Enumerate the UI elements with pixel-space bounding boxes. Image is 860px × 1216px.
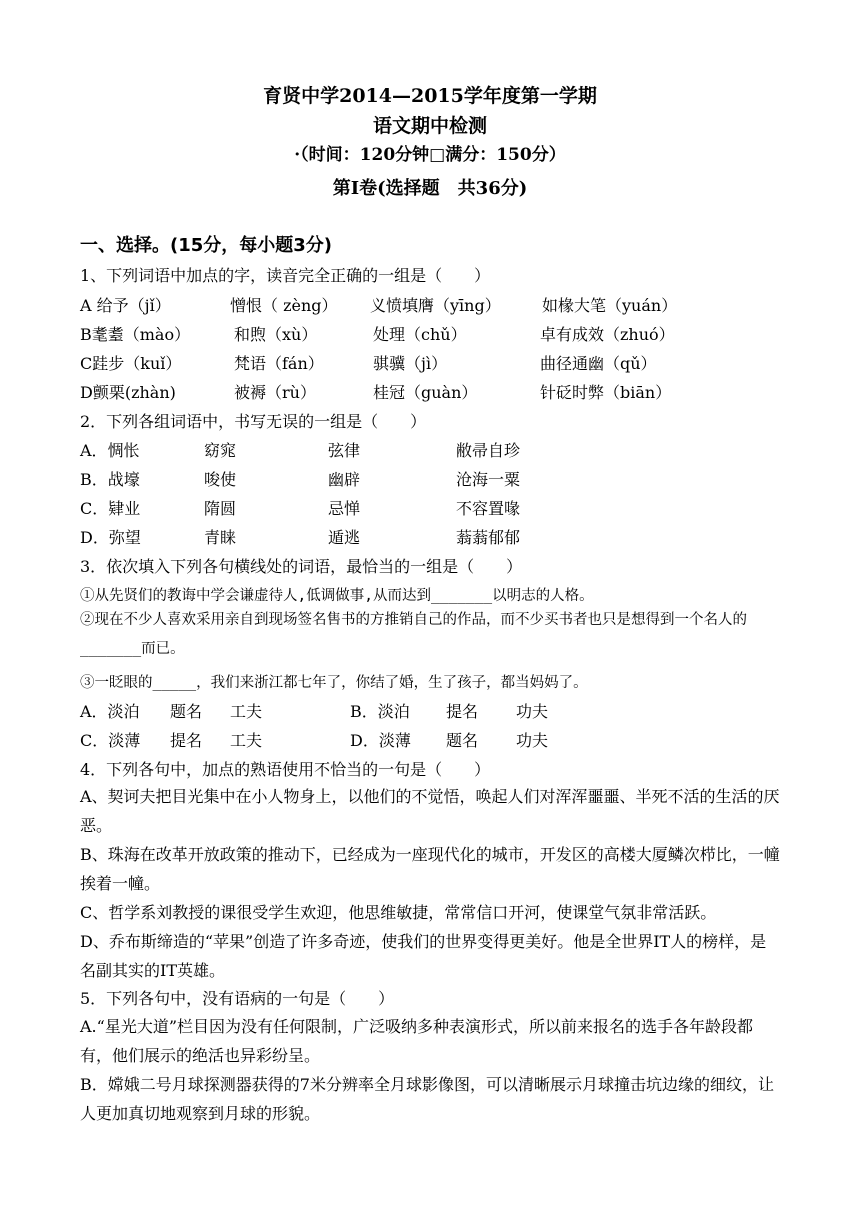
q4-option-b: B、珠海在改革开放政策的推动下，已经成为一座现代化的城市，开发区的高楼大厦鳞次栉比，一幢挨着一幢。 bbox=[80, 845, 780, 893]
q2-b-2: 唆使 bbox=[204, 470, 237, 489]
q3-a-2: 题名 bbox=[170, 702, 203, 721]
q3-c-1: C．淡薄 bbox=[80, 731, 141, 750]
q1-a-3: 义愤填膺（yīng） bbox=[370, 296, 501, 315]
q1-b-3: 处理（chǔ） bbox=[373, 325, 467, 344]
q1-d-2: 被褥（rù） bbox=[234, 383, 316, 402]
q4-stem: 4．下列各句中，加点的熟语使用不恰当的一句是（ ） bbox=[80, 760, 491, 779]
q2-c-4: 不容置喙 bbox=[456, 499, 521, 518]
q5-option-b: B．嫦娥二号月球探测器获得的7米分辨率全月球影像图，可以清晰展示月球撞击坑边缘的细纹，让人更加真切地观察到月球的形貌。 bbox=[80, 1075, 774, 1123]
q3-sentence-1: ①从先贤们的教诲中学会谦虚待人,低调做事,从而达到_______以明志的人格。 bbox=[80, 588, 594, 604]
q1-b-2: 和煦（xù） bbox=[234, 325, 318, 344]
q4-option-c: C、哲学系刘教授的课很受学生欢迎，他思维敏捷，常常信口开河，使课堂气氛非常活跃。 bbox=[80, 903, 717, 922]
q3-a-3: 工夫 bbox=[230, 702, 263, 721]
q5-stem: 5．下列各句中，没有语病的一句是（ ） bbox=[80, 989, 395, 1008]
q2-a-1: A．惆怅 bbox=[80, 441, 140, 460]
q2-b-4: 沧海一粟 bbox=[456, 470, 521, 489]
q2-b-1: B．战壕 bbox=[80, 470, 140, 489]
q3-a-1: A．淡泊 bbox=[80, 702, 140, 721]
q1-a-4: 如椽大笔（yuán） bbox=[542, 296, 678, 315]
q3-c-3: 工夫 bbox=[230, 731, 263, 750]
q1-d-4: 针砭时弊（biān） bbox=[540, 383, 672, 402]
q1-d-1: D颤栗(zhàn) bbox=[80, 383, 176, 402]
q3-d-3: 功夫 bbox=[516, 731, 549, 750]
q2-c-1: C．肄业 bbox=[80, 499, 141, 518]
q3-b-2: 提名 bbox=[446, 702, 479, 721]
q1-c-3: 骐骥（jì） bbox=[373, 354, 448, 373]
q4-option-d: D、乔布斯缔造的“苹果”创造了许多奇迹，使我们的世界变得更美好。他是全世界IT人的榜样，是名副其实的IT英雄。 bbox=[80, 932, 767, 980]
q2-b-3: 幽辟 bbox=[328, 470, 361, 489]
q1-b-1: B耄耋（mào） bbox=[80, 325, 191, 344]
q2-a-3: 弦律 bbox=[328, 441, 361, 460]
q3-c-2: 提名 bbox=[170, 731, 203, 750]
q2-a-4: 敝帚自珍 bbox=[456, 441, 521, 460]
q1-b-4: 卓有成效（zhuó） bbox=[540, 325, 675, 344]
q2-a-2: 窈窕 bbox=[204, 441, 237, 460]
q1-stem: 1、下列词语中加点的字，读音完全正确的一组是（ ） bbox=[80, 266, 491, 285]
q3-d-1: D．淡薄 bbox=[350, 731, 411, 750]
q1-a-2: 憎恨（ zèng） bbox=[230, 296, 338, 315]
school-title: 育贤中学2014—2015学年度第一学期 bbox=[263, 85, 597, 107]
q2-d-1: D．弥望 bbox=[80, 528, 141, 547]
q3-sentence-3: ③一眨眼的_____，我们来浙江都七年了，你结了婚，生了孩子，都当妈妈了。 bbox=[80, 675, 588, 691]
q3-stem: 3．依次填入下列各句横线处的词语，最恰当的一组是（ ） bbox=[80, 557, 523, 576]
q3-sentence-2: ②现在不少人喜欢采用亲自到现场签名售书的方推销自己的作品，而不少买书者也只是想得到一个名人的_______而已。 bbox=[80, 612, 747, 657]
exam-title: 语文期中检测 bbox=[372, 115, 487, 137]
part-title: 第Ⅰ卷(选择题 共36分) bbox=[332, 178, 528, 199]
section-heading: 一、选择。(15分，每小题3分) bbox=[80, 235, 333, 256]
q2-d-4: 蓊蓊郁郁 bbox=[456, 528, 521, 547]
q1-c-4: 曲径通幽（qǔ） bbox=[540, 354, 657, 373]
q2-stem: 2．下列各组词语中，书写无误的一组是（ ） bbox=[80, 412, 427, 431]
q2-c-2: 隋圆 bbox=[204, 499, 237, 518]
q5-option-a: A.“星光大道”栏目因为没有任何限制，广泛吸纳多种表演形式，所以前来报名的选手各年龄段都有，他们展示的绝活也异彩纷呈。 bbox=[80, 1017, 754, 1065]
q1-c-1: C跬步（kuǐ） bbox=[80, 354, 182, 373]
q3-b-1: B．淡泊 bbox=[350, 702, 410, 721]
q2-d-3: 遁逃 bbox=[328, 528, 361, 547]
q2-d-2: 青睐 bbox=[204, 528, 237, 547]
time-info: ·（时间：120分钟□满分：150分） bbox=[294, 145, 566, 165]
q3-d-2: 题名 bbox=[446, 731, 479, 750]
q1-a-1: A 给予（jǐ） bbox=[80, 296, 171, 315]
q4-option-a: A、契诃夫把目光集中在小人物身上，以他们的不觉悟，唤起人们对浑浑噩噩、半死不活的生活的厌恶。 bbox=[80, 787, 780, 835]
q1-d-3: 桂冠（guàn） bbox=[373, 383, 478, 402]
q2-c-3: 忌惮 bbox=[328, 499, 361, 518]
q1-c-2: 梵语（fán） bbox=[234, 354, 324, 373]
q3-b-3: 功夫 bbox=[516, 702, 549, 721]
